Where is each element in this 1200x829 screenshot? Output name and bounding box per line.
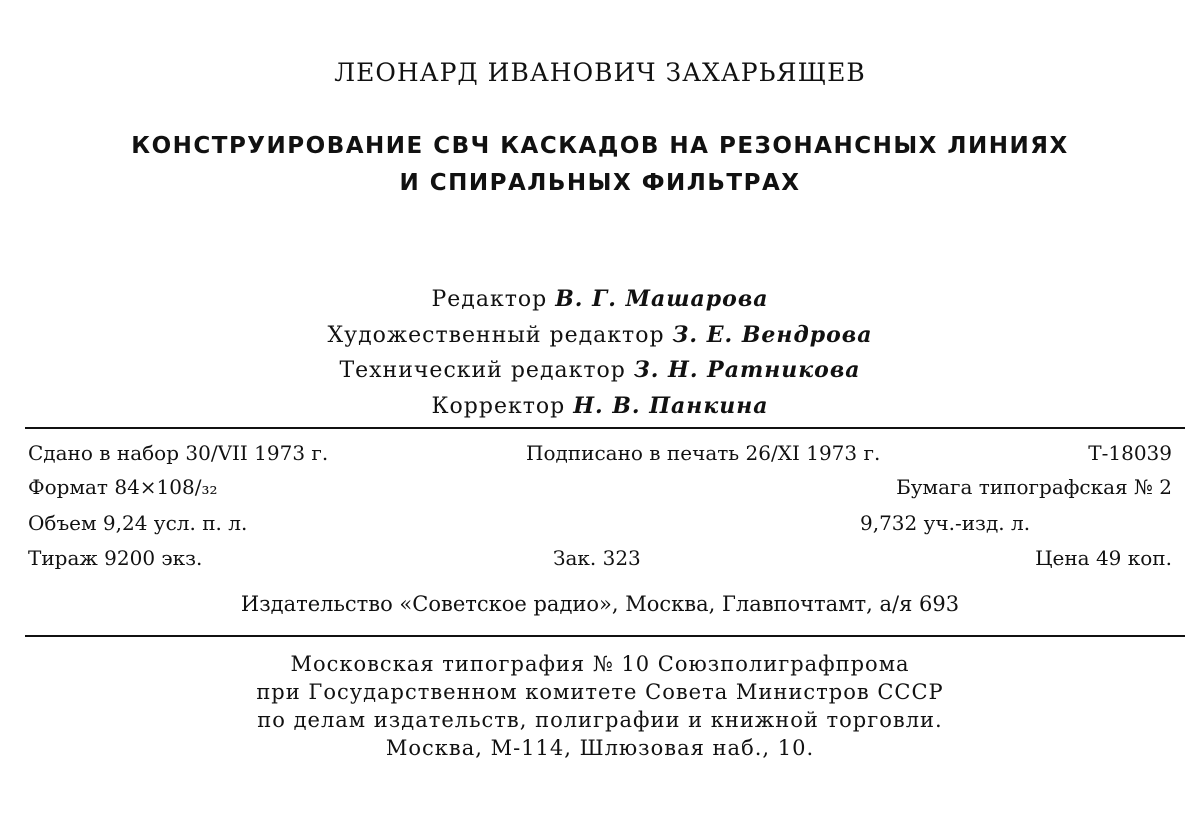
license-code: Т-18039 [1088, 441, 1172, 465]
credit-role: Корректор [431, 394, 566, 419]
printer-line-1: Московская типография № 10 Союзполиграфпрома [290, 652, 910, 676]
divider-bottom [25, 635, 1185, 637]
credit-role: Редактор [431, 287, 548, 312]
credit-role: Технический редактор [339, 358, 626, 383]
credit-person: З. Н. Ратникова [633, 357, 861, 383]
printer-line-4: Москва, М-114, Шлюзовая наб., 10. [385, 736, 815, 760]
price: Цена 49 коп. [1035, 546, 1172, 570]
credit-person: В. Г. Машарова [555, 286, 769, 312]
credit-technical-editor [0, 357, 1200, 383]
paper-type: Бумага типографская № 2 [896, 475, 1172, 499]
credit-art-editor [0, 322, 1200, 348]
signed-date: Подписано в печать 26/XI 1973 г. [526, 441, 881, 465]
author-name: ЛЕОНАРД ИВАНОВИЧ ЗАХАРЬЯЩЕВ [334, 58, 866, 87]
publisher-line: Издательство «Советское радио», Москва, Главпочтамт, а/я 693 [240, 592, 960, 616]
submitted-date: Сдано в набор 30/VII 1973 г. [28, 441, 329, 465]
print-run: Тираж 9200 экз. [28, 546, 203, 570]
credit-editor [0, 286, 1200, 312]
printer-line-3: по делам издательств, полиграфии и книжной торговли. [257, 708, 943, 732]
paper-format: Формат 84×108/₃₂ [28, 475, 218, 499]
book-title-line-2: И СПИРАЛЬНЫХ ФИЛЬТРАХ [399, 170, 801, 196]
credit-person: З. Е. Вендрова [672, 322, 873, 348]
print-volume: Объем 9,24 усл. п. л. [28, 511, 248, 535]
divider-top [25, 427, 1185, 429]
printer-line-2: при Государственном комитете Совета Министров СССР [256, 680, 944, 704]
publisher-sheets: 9,732 уч.-изд. л. [860, 511, 1031, 535]
order-number: Зак. 323 [553, 546, 641, 570]
credit-person: Н. В. Панкина [573, 393, 769, 419]
book-title-line-1: КОНСТРУИРОВАНИЕ СВЧ КАСКАДОВ НА РЕЗОНАНСНЫХ ЛИНИЯХ [131, 133, 1069, 159]
credit-role: Художественный редактор [327, 323, 665, 348]
credit-proofreader [0, 393, 1200, 419]
